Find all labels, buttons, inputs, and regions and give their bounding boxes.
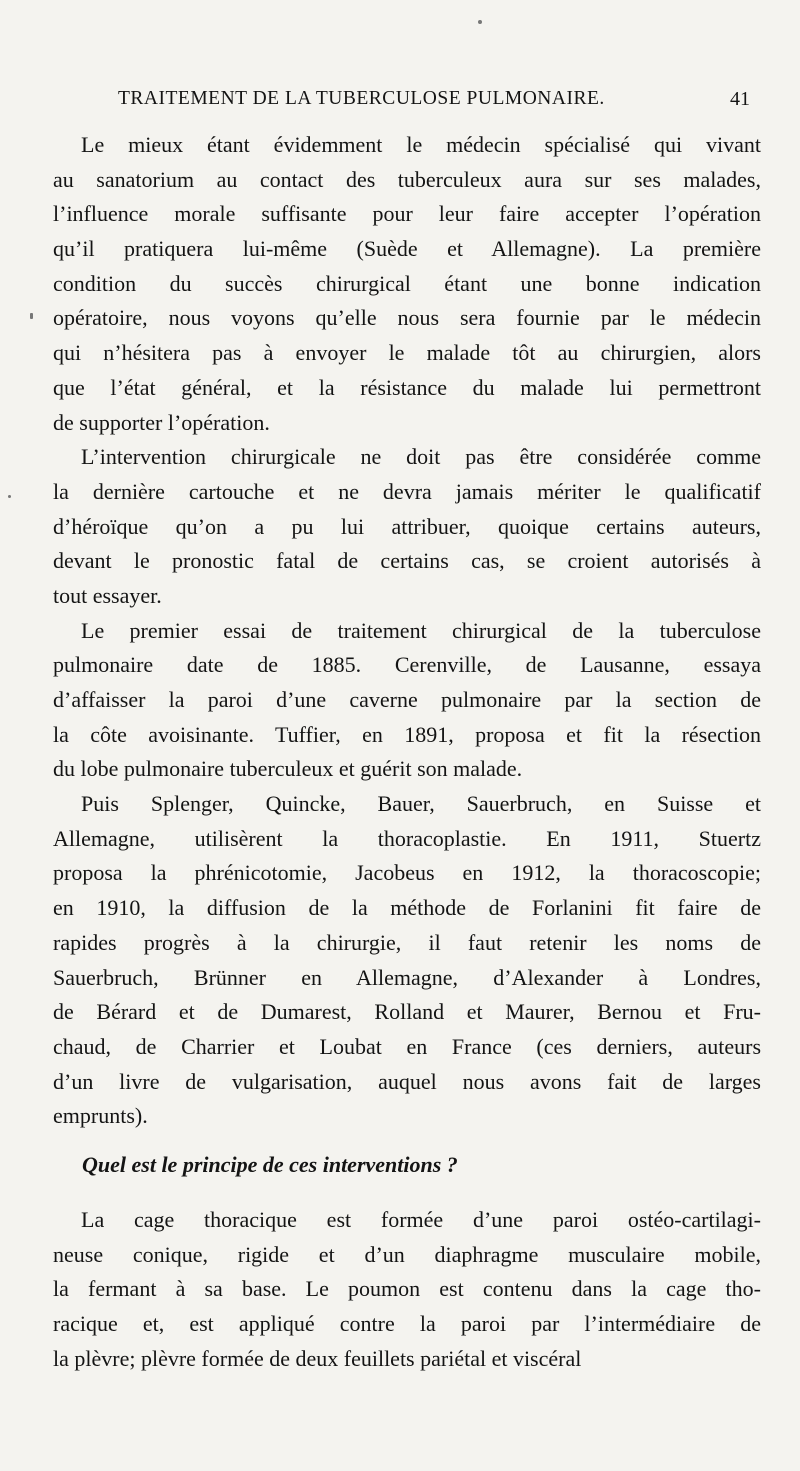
text-line: condition du succès chirurgical étant une bonne indication bbox=[53, 270, 761, 296]
text-line: qu’il pratiquera lui-même (Suède et Allemagne). La première bbox=[53, 236, 761, 262]
text-line: de Bérard et de Dumarest, Rolland et Maurer, Bernou et Fru- bbox=[53, 999, 761, 1025]
paragraph bbox=[53, 614, 761, 787]
text-line: la fermant à sa base. Le poumon est contenu dans la cage tho- bbox=[53, 1276, 761, 1302]
text-line: Le premier essai de traitement chirurgical de la tuberculose bbox=[81, 617, 761, 643]
text-line: Sauerbruch, Brünner en Allemagne, d’Alexander à Londres, bbox=[53, 964, 761, 990]
paragraph bbox=[53, 440, 761, 613]
paragraph bbox=[53, 1203, 761, 1376]
text-line: du lobe pulmonaire tuberculeux et guérit son malade. bbox=[53, 756, 523, 782]
print-speck bbox=[478, 20, 482, 24]
text-line: proposa la phrénicotomie, Jacobeus en 1912, la thoracoscopie; bbox=[53, 860, 761, 886]
running-title: TRAITEMENT DE LA TUBERCULOSE PULMONAIRE. bbox=[118, 88, 605, 109]
text-line: au sanatorium au contact des tuberculeux aura sur ses malades, bbox=[53, 166, 761, 192]
text-line: en 1910, la diffusion de la méthode de Forlanini fit faire de bbox=[53, 895, 761, 921]
print-speck bbox=[30, 313, 33, 319]
text-line: La cage thoracique est formée d’une paroi ostéo-cartilagi- bbox=[81, 1207, 761, 1232]
text-line: l’influence morale suffisante pour leur faire accepter l’opération bbox=[53, 201, 761, 227]
text-line: Le mieux étant évidemment le médecin spécialisé qui vivant bbox=[81, 132, 761, 157]
text-line: neuse conique, rigide et d’un diaphragme musculaire mobile, bbox=[53, 1241, 761, 1267]
text-line: qui n’hésitera pas à envoyer le malade tôt au chirurgien, alors bbox=[53, 340, 761, 366]
paragraph bbox=[53, 787, 761, 1134]
body-text-bottom bbox=[53, 1203, 761, 1376]
body-text-top bbox=[53, 128, 761, 1134]
print-speck bbox=[8, 495, 11, 498]
text-line: que l’état général, et la résistance du malade lui permettront bbox=[53, 374, 761, 400]
text-line: devant le pronostic fatal de certains cas, se croient autorisés à bbox=[53, 548, 761, 574]
text-line: la côte avoisinante. Tuffier, en 1891, proposa et fit la résection bbox=[53, 721, 761, 747]
paragraph bbox=[53, 128, 761, 440]
text-line: rapides progrès à la chirurgie, il faut retenir les noms de bbox=[53, 929, 761, 955]
text-line: Allemagne, utilisèrent la thoracoplastie. En 1911, Stuertz bbox=[53, 825, 761, 851]
text-line: chaud, de Charrier et Loubat en France (ces derniers, auteurs bbox=[53, 1033, 761, 1059]
text-line: la plèvre; plèvre formée de deux feuillets pariétal et viscéral bbox=[53, 1345, 582, 1371]
text-line: emprunts). bbox=[53, 1103, 148, 1129]
text-line: opératoire, nous voyons qu’elle nous sera fournie par le médecin bbox=[53, 305, 761, 331]
text-line: la dernière cartouche et ne devra jamais mériter le qualificatif bbox=[53, 478, 761, 504]
page-number: 41 bbox=[730, 88, 750, 110]
text-line: racique et, est appliqué contre la paroi par l’intermédiaire de bbox=[53, 1311, 761, 1337]
text-line: Puis Splenger, Quincke, Bauer, Sauerbruch, en Suisse et bbox=[81, 791, 761, 817]
text-line: pulmonaire date de 1885. Cerenville, de Lausanne, essaya bbox=[53, 652, 761, 678]
text-line: d’héroïque qu’on a pu lui attribuer, quoique certains auteurs, bbox=[53, 513, 761, 539]
text-line: d’un livre de vulgarisation, auquel nous avons fait de larges bbox=[53, 1068, 761, 1094]
text-line: L’intervention chirurgicale ne doit pas être considérée comme bbox=[81, 444, 761, 470]
text-line: de supporter l’opération. bbox=[53, 409, 270, 435]
text-line: tout essayer. bbox=[53, 582, 162, 608]
section-heading: Quel est le principe de ces interventions ? bbox=[82, 1152, 458, 1177]
text-line: d’affaisser la paroi d’une caverne pulmonaire par la section de bbox=[53, 687, 761, 712]
